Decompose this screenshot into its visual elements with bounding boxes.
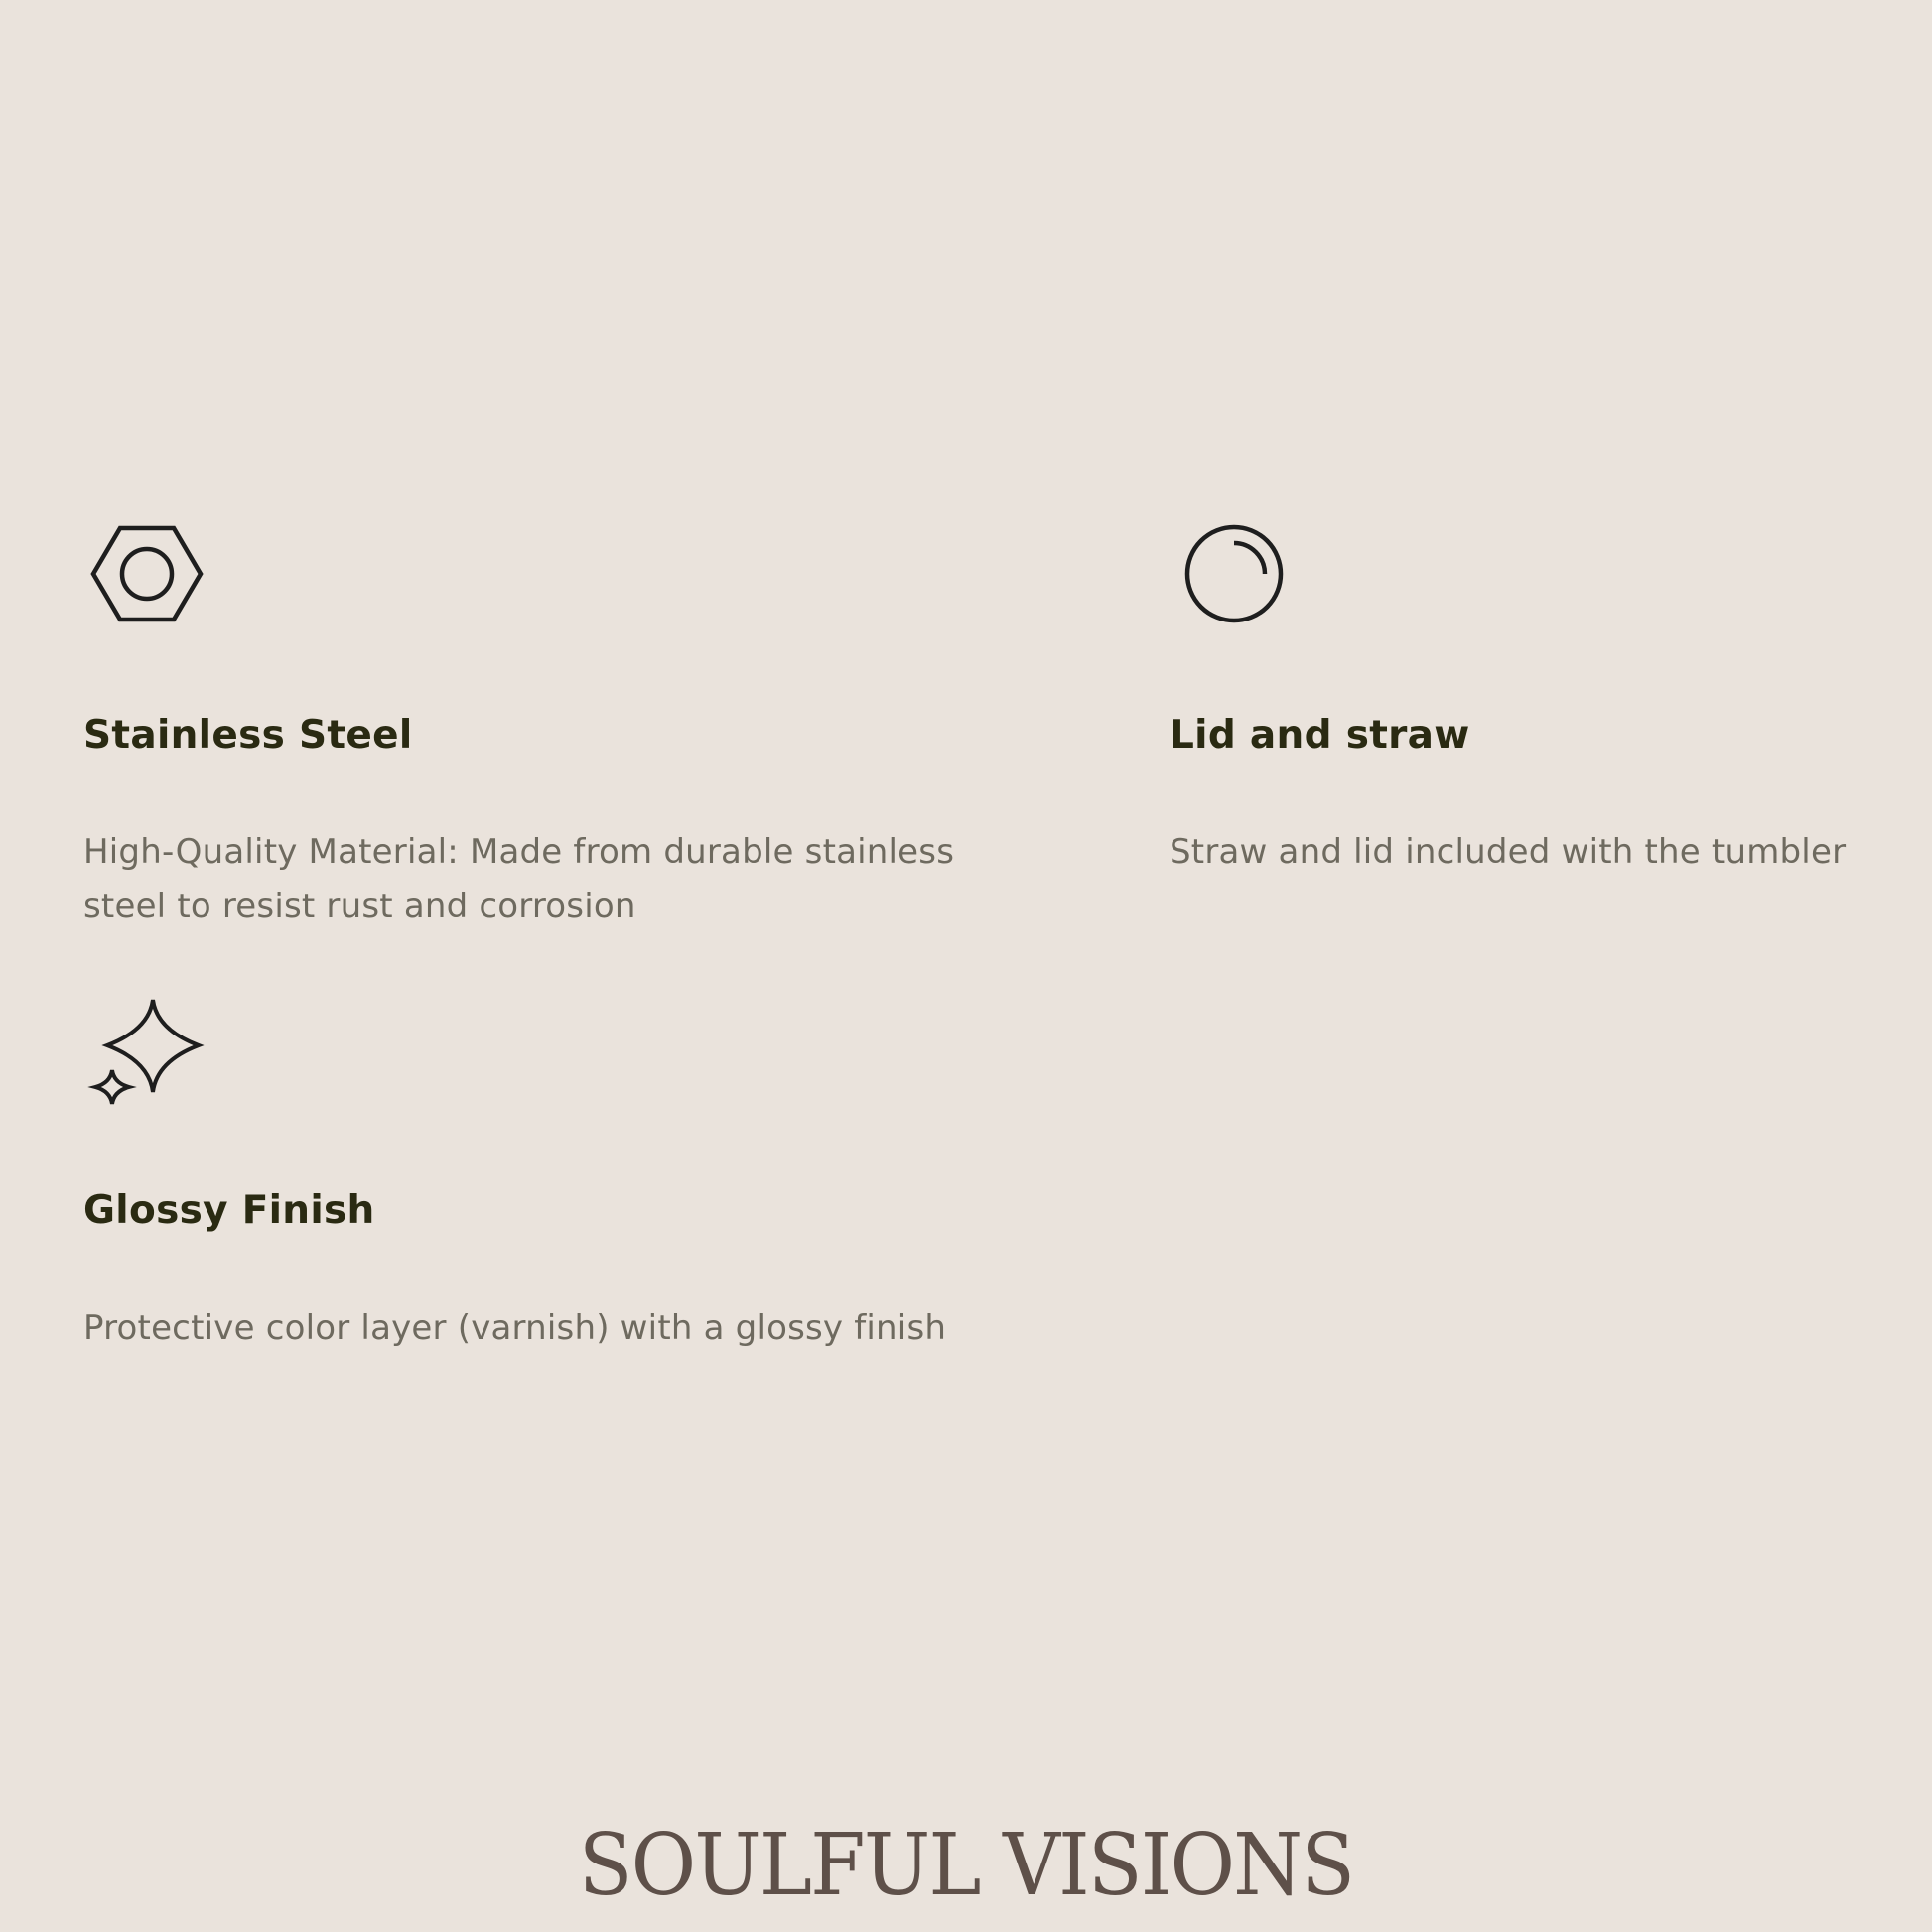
- feature-title: Stainless Steel: [83, 713, 413, 758]
- feature-stainless-steel: [83, 511, 955, 926]
- feature-title: Lid and straw: [1170, 713, 1470, 758]
- feature-lid-and-straw: [1170, 511, 1847, 872]
- sparkle-icon: [83, 988, 212, 1117]
- feature-description: High-Quality Material: Made from durable stainless steel to resist rust and corrosion: [83, 832, 955, 926]
- feature-glossy-finish: [83, 988, 947, 1348]
- hexagon-nut-icon: [83, 511, 212, 640]
- circle-lid-icon: [1170, 511, 1299, 640]
- feature-description: Straw and lid included with the tumbler: [1170, 832, 1847, 872]
- feature-description: Protective color layer (varnish) with a glossy finish: [83, 1309, 947, 1348]
- feature-title: Glossy Finish: [83, 1188, 375, 1233]
- brand-logo: SOULFUL VISIONS: [578, 1816, 1354, 1915]
